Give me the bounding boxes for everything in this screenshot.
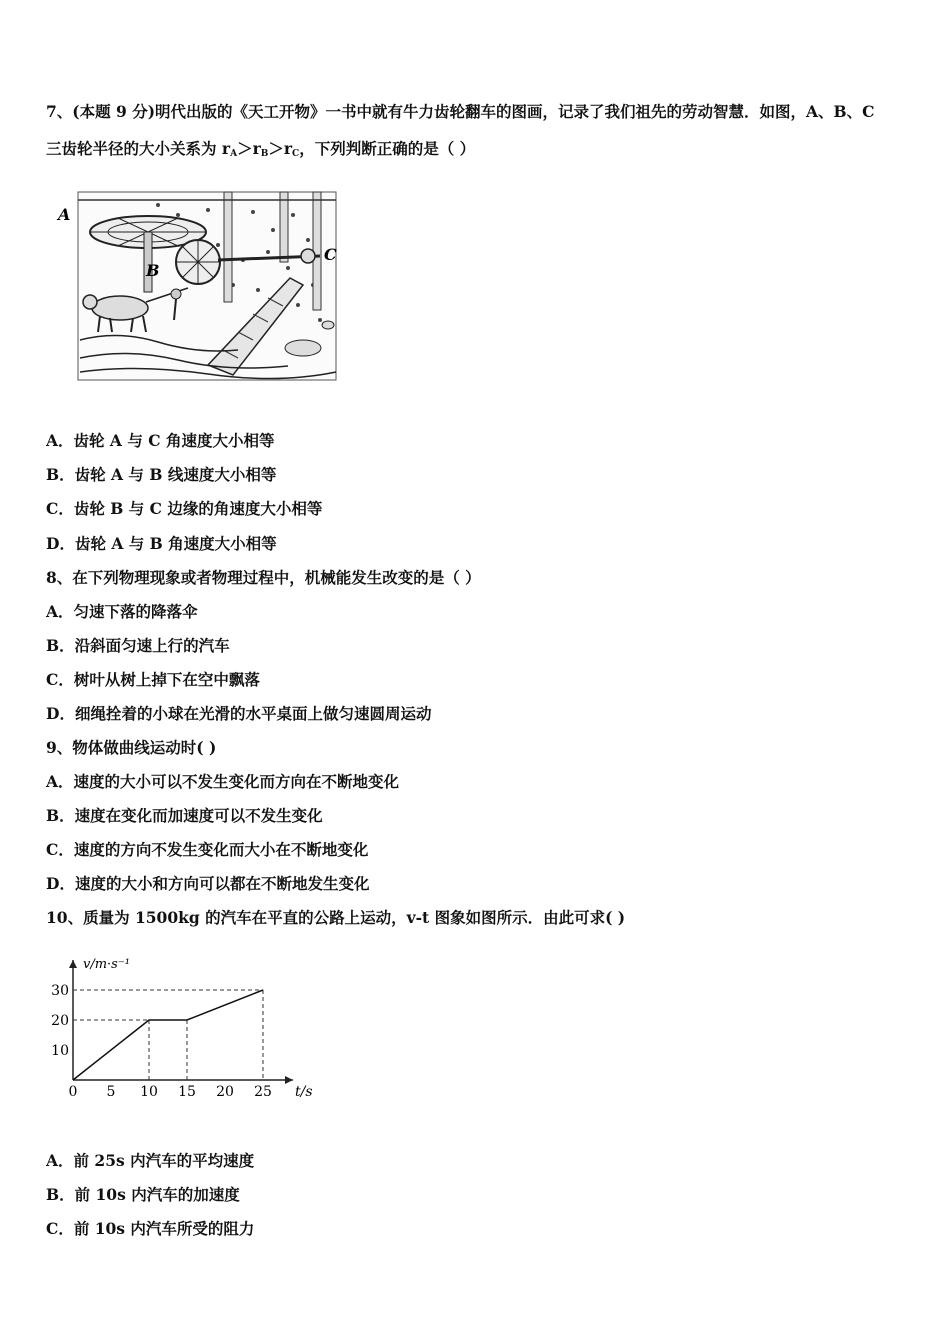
q8-stem: 8、在下列物理现象或者物理过程中，机械能发生改变的是（ ） <box>46 568 481 587</box>
gear-waterwheel-illustration <box>58 190 340 384</box>
velocity-series-line <box>73 990 263 1080</box>
q8-option-c[interactable]: C．树叶从树上掉下在空中飘落 <box>46 670 260 689</box>
q7-option-c[interactable]: C．齿轮 B 与 C 边缘的角速度大小相等 <box>46 499 323 518</box>
x-tick-label-10: 10 <box>140 1084 158 1100</box>
q7-option-d[interactable]: D．齿轮 A 与 B 角速度大小相等 <box>46 534 277 553</box>
x-axis-arrow <box>285 1076 293 1084</box>
q7-stem-line2 <box>46 139 475 164</box>
q7-stem-suffix: ，下列判断正确的是（ ） <box>299 139 476 158</box>
q7-stem-prefix: 三齿轮半径的大小关系为 <box>46 139 222 158</box>
q7-stem-line1: 7、(本题 9 分)明代出版的《天工开物》一书中就有牛力齿轮翻车的图画，记录了我们祖先的劳动智慧．如图，A、B、C <box>46 102 875 121</box>
x-tick-label-15: 15 <box>178 1084 196 1100</box>
label-gear-c: C <box>324 245 337 264</box>
q8-option-d[interactable]: D．细绳拴着的小球在光滑的水平桌面上做匀速圆周运动 <box>46 704 432 723</box>
y-tick-label-20: 20 <box>51 1013 69 1029</box>
x-tick-label-20: 20 <box>216 1084 234 1100</box>
q10-stem: 10、质量为 1500kg 的汽车在平直的公路上运动，v-t 图象如图所示．由此可求( ) <box>46 908 626 927</box>
label-gear-b: B <box>146 261 160 280</box>
greater-than-1: ＞ <box>237 139 253 158</box>
q8-option-b[interactable]: B．沿斜面匀速上行的汽车 <box>46 636 230 655</box>
y-tick-label-30: 30 <box>51 983 69 999</box>
vt-graph <box>46 952 313 1104</box>
q9-option-c[interactable]: C．速度的方向不发生变化而大小在不断地变化 <box>46 840 369 859</box>
q9-stem: 9、物体做曲线运动时( ) <box>46 738 217 757</box>
y-axis-arrow <box>69 960 77 968</box>
x-tick-label-5: 5 <box>106 1084 116 1100</box>
y-tick-label-10: 10 <box>51 1043 69 1059</box>
q10-option-b[interactable]: B．前 10s 内汽车的加速度 <box>46 1185 240 1204</box>
label-gear-a: A <box>58 205 71 224</box>
radius-c: $r_C$ <box>283 139 300 159</box>
q7-option-a[interactable]: A．齿轮 A 与 C 角速度大小相等 <box>46 431 275 450</box>
radius-b: $r_B$ <box>252 139 269 159</box>
q9-option-a[interactable]: A．速度的大小可以不发生变化而方向在不断地变化 <box>46 772 400 791</box>
y-axis-label: v/m·s⁻¹ <box>83 957 130 972</box>
q7-option-b[interactable]: B．齿轮 A 与 B 线速度大小相等 <box>46 465 277 484</box>
x-axis-label: t/s <box>295 1084 313 1100</box>
x-tick-label-25: 25 <box>254 1084 272 1100</box>
x-tick-label-0: 0 <box>68 1084 78 1100</box>
q10-option-a[interactable]: A．前 25s 内汽车的平均速度 <box>46 1151 255 1170</box>
q8-option-a[interactable]: A．匀速下落的降落伞 <box>46 602 198 621</box>
q9-option-d[interactable]: D．速度的大小和方向可以都在不断地发生变化 <box>46 874 370 893</box>
q10-option-c[interactable]: C．前 10s 内汽车所受的阻力 <box>46 1219 255 1238</box>
q9-option-b[interactable]: B．速度在变化而加速度可以不发生变化 <box>46 806 323 825</box>
radius-a: $r_A$ <box>221 139 238 159</box>
greater-than-2: ＞ <box>268 139 284 158</box>
